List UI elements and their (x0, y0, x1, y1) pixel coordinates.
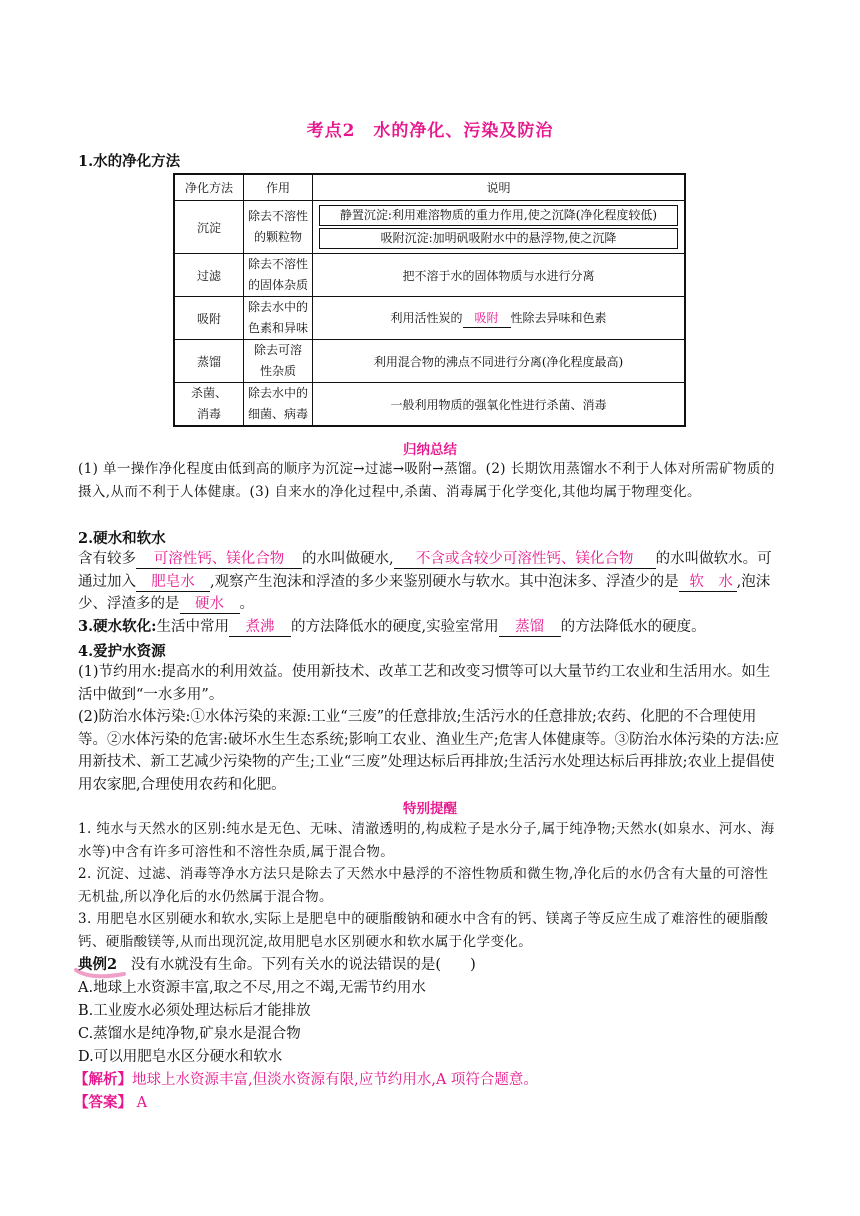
section4-p1: (1)节约用水:提高水的利用效益。使用新技术、改革工艺和改变习惯等可以大量节约工农业和生活用水。如生活中做到“一水多用”。 (78, 664, 771, 703)
page-title (0, 116, 860, 141)
cell-desc: 一般利用物质的强氧化性进行杀菌、消毒 (313, 383, 686, 427)
table-header-row (174, 174, 685, 201)
example-question: 典例2 没有水就没有生命。下列有关水的说法错误的是( ) (78, 954, 782, 977)
cell-effect: 除去不溶性 的固体杂质 (244, 254, 313, 297)
answer: 【答案】 A (74, 1094, 148, 1111)
answer-blank: 吸附 (463, 309, 511, 328)
section4-p2: (2)防治水体污染:①水体污染的来源:工业“三废”的任意排放;生活污水的任意排放;农药、化肥的不合理使用等。②水体污染的危害:破坏水生生态系统;影响工农业、渔业生产;危害人体健康等。③防治水体污染的方法:应用新技术、新工艺减少污染物的产生;工业“三废”处理达标后再排放;生活污水处理达标后再排放;农业上提倡使用农家肥,合理使用农药和化肥。 (78, 709, 780, 793)
cell-method: 蒸馏 (174, 340, 244, 383)
cell-desc: 利用混合物的沸点不同进行分离(净化程度最高) (313, 340, 686, 383)
section4-heading: 4.爱护水资源 (78, 643, 166, 660)
header-method: 净化方法 (174, 174, 244, 201)
title-part1: 考点2 (306, 121, 356, 141)
title-part2: 水的净化、污染及防治 (373, 121, 554, 141)
purification-table (173, 173, 686, 427)
example-tag: 典例2 (78, 956, 117, 973)
section3-heading: 3.硬水软化: (78, 618, 157, 635)
table-row (174, 383, 685, 427)
table-row (174, 297, 685, 340)
answer-blank: 软 (679, 573, 715, 592)
reminder-p3: 3. 用肥皂水区别硬水和软水,实际上是肥皂中的硬脂酸钠和硬水中含有的钙、镁离子等反应生成了难溶性的硬脂酸钙、硬脂酸镁等,从而出现沉淀,故用肥皂水区别硬水和软水属于化学变化。 (78, 911, 769, 950)
summary-heading: 归纳总结 (403, 442, 457, 458)
answer-blank: 蒸馏 (499, 618, 561, 637)
header-effect: 作用 (244, 174, 313, 201)
option-b: B.工业废水必须处理达标后才能排放 (78, 1003, 311, 1019)
reminder-p1: 1. 纯水与天然水的区别:纯水是无色、无味、清澈透明的,构成粒子是水分子,属于纯净物;天然水(如泉水、河水、海水等)中含有许多可溶性和不溶性杂质,属于混合物。 (78, 821, 775, 860)
option-d: D.可以用肥皂水区分硬水和软水 (78, 1049, 283, 1065)
answer-blank: 可溶性钙、镁化合物 (136, 550, 302, 569)
cell-method: 杀菌、 消毒 (174, 383, 244, 427)
cell-effect: 除去水中的 细菌、病毒 (244, 383, 313, 427)
section1-heading: 1.水的净化方法 (78, 153, 181, 170)
answer-blank: 肥皂水 (136, 573, 210, 592)
answer-blank: 煮沸 (229, 618, 291, 637)
cell-method: 吸附 (174, 297, 244, 340)
answer-blank: 水 (715, 573, 737, 592)
cell-desc: 把不溶于水的固体物质与水进行分离 (313, 254, 686, 297)
reminder-heading: 特别提醒 (403, 801, 457, 817)
section3-text: 3.硬水软化:生活中常用 煮沸 的方法降低水的硬度,实验室常用 蒸馏 的方法降低水的硬度。 (78, 618, 706, 635)
section2-text: 含有较多 可溶性钙、镁化合物 的水叫做硬水, 不含或含较少可溶性钙、镁化合物 的水叫做软水。可通过加入 肥皂水 ,观察产生泡沫和浮渣的多少来鉴别硬水与软水。其中泡沫多、浮渣少的是 软 水 ,泡沫少、浮渣多的是 硬水 。 (78, 551, 772, 612)
desc-static-settling: 静置沉淀:利用难溶物质的重力作用,使之沉降(净化程度较低) (319, 205, 678, 226)
section2-heading: 2.硬水和软水 (78, 530, 166, 547)
table-row (174, 340, 685, 383)
summary-text: (1) 单一操作净化程度由低到高的顺序为沉淀→过滤→吸附→蒸馏。(2) 长期饮用蒸馏水不利于人体对所需矿物质的摄入,从而不利于人体健康。(3) 自来水的净化过程中,杀菌、消毒属于化学变化,其他均属于物理变化。 (78, 461, 775, 500)
table-row (174, 254, 685, 297)
answer-blank: 不含或含较少可溶性钙、镁化合物 (394, 550, 656, 569)
header-desc: 说明 (313, 174, 686, 201)
cell-method: 过滤 (174, 254, 244, 297)
analysis-label: 【解析】 (74, 1071, 132, 1088)
analysis: 【解析】地球上水资源丰富,但淡水资源有限,应节约用水,A 项符合题意。 (74, 1071, 538, 1088)
cell-desc: 利用活性炭的 吸附 性除去异味和色素 (313, 297, 686, 340)
desc-adsorb-settling: 吸附沉淀:加明矾吸附水中的悬浮物,使之沉降 (319, 228, 678, 249)
cell-desc (313, 201, 686, 254)
option-a: A.地球上水资源丰富,取之不尽,用之不竭,无需节约用水 (78, 980, 426, 996)
cell-effect: 除去不溶性 的颗粒物 (244, 201, 313, 254)
cell-effect: 除去可溶 性杂质 (244, 340, 313, 383)
cell-effect: 除去水中的 色素和异味 (244, 297, 313, 340)
cell-method: 沉淀 (174, 201, 244, 254)
answer-blank: 硬水 (180, 595, 240, 614)
reminder-p2: 2. 沉淀、过滤、消毒等净水方法只是除去了天然水中悬浮的不溶性物质和微生物,净化后的水仍含有大量的可溶性无机盐,所以净化后的水仍然属于混合物。 (78, 866, 769, 905)
table-row (174, 201, 685, 254)
answer-label: 【答案】 (74, 1094, 132, 1111)
option-c: C.蒸馏水是纯净物,矿泉水是混合物 (78, 1026, 301, 1042)
